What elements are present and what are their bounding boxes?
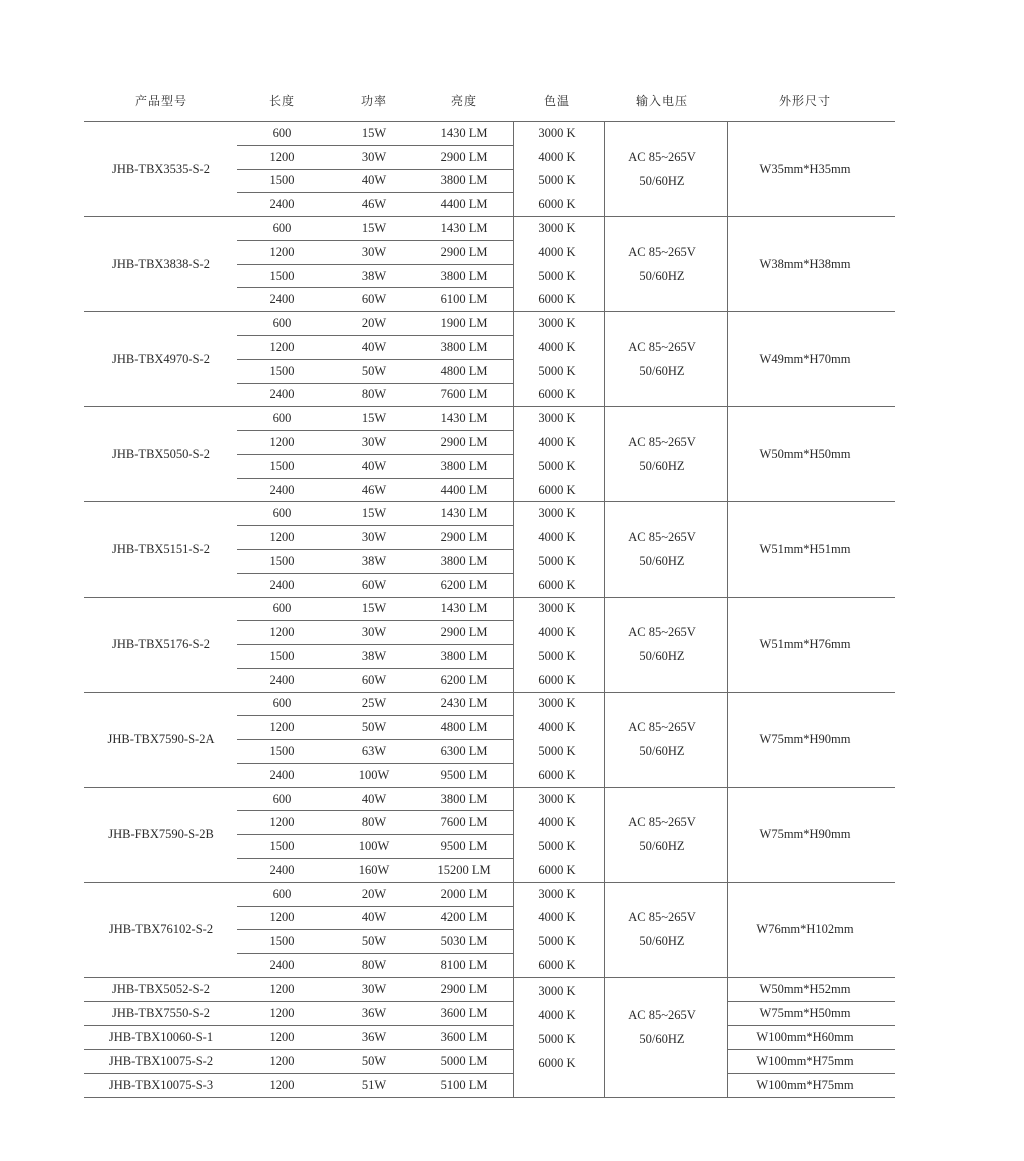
row-divider xyxy=(84,597,895,598)
brightness-cell: 7600 LM xyxy=(440,387,488,402)
length-cell: 2400 xyxy=(269,862,295,877)
row-divider xyxy=(237,929,513,930)
input-frequency: 50/60HZ xyxy=(639,553,685,568)
power-cell: 40W xyxy=(361,791,387,806)
color-temp-cell: 6000 K xyxy=(538,1055,576,1070)
power-cell: 25W xyxy=(361,696,387,711)
length-cell: 1500 xyxy=(269,648,295,663)
header-length: 长度 xyxy=(268,94,296,108)
power-cell: 60W xyxy=(361,577,387,592)
brightness-cell: 3600 LM xyxy=(440,1029,488,1044)
row-divider xyxy=(237,810,513,811)
brightness-cell: 9500 LM xyxy=(440,838,488,853)
length-cell: 1200 xyxy=(269,720,295,734)
length-cell: 600 xyxy=(272,506,292,521)
dimensions-cell: W75mm*H90mm xyxy=(759,731,851,746)
model-name: JHB-TBX76102-S-2 xyxy=(108,922,214,937)
row-divider xyxy=(84,1001,513,1002)
power-cell: 38W xyxy=(361,648,387,663)
power-cell: 50W xyxy=(361,1053,387,1068)
color-temp-cell: 4000 K xyxy=(538,339,576,354)
length-cell: 1500 xyxy=(269,743,295,758)
length-cell: 1500 xyxy=(269,268,295,283)
length-cell: 2400 xyxy=(269,957,295,972)
power-cell: 60W xyxy=(361,292,387,307)
row-divider xyxy=(237,430,513,431)
color-temp-cell: 3000 K xyxy=(538,315,576,330)
length-cell: 1200 xyxy=(269,1029,295,1044)
model-name: JHB-TBX10075-S-3 xyxy=(108,1077,214,1092)
model-name: JHB-TBX5050-S-2 xyxy=(112,446,210,461)
row-divider xyxy=(237,525,513,526)
model-name: JHB-TBX7550-S-2 xyxy=(112,1005,210,1020)
length-cell: 1200 xyxy=(269,1077,295,1092)
color-temp-cell: 3000 K xyxy=(538,220,576,235)
model-name: JHB-FBX7590-S-2B xyxy=(108,827,214,841)
column-divider xyxy=(513,121,514,1097)
power-cell: 30W xyxy=(361,149,387,164)
color-temp-cell: 4000 K xyxy=(538,149,576,164)
length-cell: 1200 xyxy=(269,339,295,354)
input-voltage: AC 85~265V xyxy=(628,1007,696,1022)
brightness-cell: 6300 LM xyxy=(440,743,488,758)
row-divider xyxy=(237,906,513,907)
brightness-cell: 5100 LM xyxy=(440,1077,488,1092)
dimensions-cell: W75mm*H90mm xyxy=(759,827,851,841)
input-voltage: AC 85~265V xyxy=(628,244,696,259)
brightness-cell: 6100 LM xyxy=(440,292,488,307)
row-divider xyxy=(727,1001,895,1002)
row-divider xyxy=(84,1025,513,1026)
length-cell: 1500 xyxy=(269,933,295,948)
model-name: JHB-TBX5151-S-2 xyxy=(112,541,210,556)
length-cell: 2400 xyxy=(269,482,295,497)
length-cell: 1200 xyxy=(269,529,295,544)
power-cell: 15W xyxy=(361,410,387,425)
power-cell: 30W xyxy=(361,434,387,449)
row-divider xyxy=(237,169,513,170)
model-name: JHB-TBX3838-S-2 xyxy=(112,256,210,271)
color-temp-cell: 5000 K xyxy=(538,363,576,378)
row-divider xyxy=(84,1049,513,1050)
row-divider xyxy=(237,763,513,764)
column-divider xyxy=(604,121,605,1097)
input-frequency: 50/60HZ xyxy=(639,173,685,188)
color-temp-cell: 3000 K xyxy=(538,506,576,521)
color-temp-cell: 3000 K xyxy=(538,983,576,998)
color-temp-cell: 3000 K xyxy=(538,696,576,711)
length-cell: 1200 xyxy=(269,244,295,259)
input-voltage: AC 85~265V xyxy=(628,624,696,639)
dimensions-cell: W50mm*H52mm xyxy=(759,981,851,996)
brightness-cell: 3800 LM xyxy=(440,553,488,568)
power-cell: 60W xyxy=(361,672,387,687)
length-cell: 2400 xyxy=(269,196,295,211)
color-temp-cell: 6000 K xyxy=(538,767,576,782)
brightness-cell: 3800 LM xyxy=(440,648,488,663)
length-cell: 1200 xyxy=(269,434,295,449)
brightness-cell: 2900 LM xyxy=(440,434,488,449)
power-cell: 20W xyxy=(361,886,387,901)
power-cell: 160W xyxy=(358,862,390,877)
row-divider xyxy=(237,383,513,384)
brightness-cell: 2900 LM xyxy=(440,981,488,996)
length-cell: 600 xyxy=(272,125,292,140)
color-temp-cell: 6000 K xyxy=(538,862,576,877)
brightness-cell: 1430 LM xyxy=(440,220,488,235)
input-voltage: AC 85~265V xyxy=(628,910,696,925)
input-frequency: 50/60HZ xyxy=(639,268,685,283)
brightness-cell: 15200 LM xyxy=(437,862,491,877)
brightness-cell: 4200 LM xyxy=(440,910,488,925)
row-divider xyxy=(237,858,513,859)
brightness-cell: 3600 LM xyxy=(440,1005,488,1020)
row-divider xyxy=(237,264,513,265)
input-frequency: 50/60HZ xyxy=(639,363,685,378)
power-cell: 15W xyxy=(361,125,387,140)
dimensions-cell: W51mm*H76mm xyxy=(759,636,851,651)
brightness-cell: 1430 LM xyxy=(440,125,488,140)
input-voltage: AC 85~265V xyxy=(628,815,696,829)
model-name: JHB-TBX10060-S-1 xyxy=(108,1029,214,1044)
model-name: JHB-TBX10075-S-2 xyxy=(108,1053,214,1068)
brightness-cell: 3800 LM xyxy=(440,268,488,283)
length-cell: 1500 xyxy=(269,838,295,853)
length-cell: 2400 xyxy=(269,387,295,402)
row-divider xyxy=(237,359,513,360)
color-temp-cell: 5000 K xyxy=(538,1031,576,1046)
row-divider xyxy=(237,715,513,716)
length-cell: 2400 xyxy=(269,577,295,592)
power-cell: 30W xyxy=(361,529,387,544)
power-cell: 63W xyxy=(361,743,387,758)
brightness-cell: 2430 LM xyxy=(440,696,488,711)
color-temp-cell: 5000 K xyxy=(538,933,576,948)
column-divider xyxy=(727,121,728,1097)
length-cell: 1500 xyxy=(269,553,295,568)
header-dimensions: 外形尺寸 xyxy=(778,94,832,108)
power-cell: 50W xyxy=(361,933,387,948)
length-cell: 600 xyxy=(272,410,292,425)
row-divider xyxy=(237,145,513,146)
input-voltage: AC 85~265V xyxy=(628,149,696,164)
input-frequency: 50/60HZ xyxy=(639,648,685,663)
brightness-cell: 9500 LM xyxy=(440,767,488,782)
color-temp-cell: 5000 K xyxy=(538,648,576,663)
brightness-cell: 4400 LM xyxy=(440,196,488,211)
brightness-cell: 7600 LM xyxy=(440,815,488,830)
power-cell: 100W xyxy=(358,838,390,853)
power-cell: 50W xyxy=(361,363,387,378)
dimensions-cell: W51mm*H51mm xyxy=(759,541,851,556)
dimensions-cell: W49mm*H70mm xyxy=(759,351,851,366)
color-temp-cell: 3000 K xyxy=(538,886,576,901)
model-name: JHB-TBX4970-S-2 xyxy=(112,351,210,366)
power-cell: 30W xyxy=(361,981,387,996)
row-divider xyxy=(237,192,513,193)
color-temp-cell: 6000 K xyxy=(538,196,576,211)
dimensions-cell: W35mm*H35mm xyxy=(759,161,851,176)
power-cell: 15W xyxy=(361,220,387,235)
color-temp-cell: 4000 K xyxy=(538,910,576,925)
model-name: JHB-TBX7590-S-2A xyxy=(107,731,215,746)
length-cell: 1200 xyxy=(269,815,295,830)
color-temp-cell: 6000 K xyxy=(538,957,576,972)
color-temp-cell: 6000 K xyxy=(538,292,576,307)
brightness-cell: 2900 LM xyxy=(440,149,488,164)
model-name: JHB-TBX5052-S-2 xyxy=(112,981,210,996)
length-cell: 600 xyxy=(272,315,292,330)
input-voltage: AC 85~265V xyxy=(628,434,696,449)
brightness-cell: 3800 LM xyxy=(440,791,488,806)
row-divider xyxy=(237,240,513,241)
brightness-cell: 5000 LM xyxy=(440,1053,488,1068)
dimensions-cell: W100mm*H75mm xyxy=(756,1053,854,1068)
brightness-cell: 1430 LM xyxy=(440,410,488,425)
color-temp-cell: 3000 K xyxy=(538,601,576,616)
header-power: 功率 xyxy=(360,94,388,108)
row-divider xyxy=(727,1073,895,1074)
color-temp-cell: 4000 K xyxy=(538,529,576,544)
brightness-cell: 2000 LM xyxy=(440,886,488,901)
color-temp-cell: 3000 K xyxy=(538,125,576,140)
row-divider xyxy=(84,1073,513,1074)
input-voltage: AC 85~265V xyxy=(628,339,696,354)
power-cell: 36W xyxy=(361,1005,387,1020)
row-divider xyxy=(237,620,513,621)
power-cell: 36W xyxy=(361,1029,387,1044)
color-temp-cell: 3000 K xyxy=(538,410,576,425)
length-cell: 2400 xyxy=(269,292,295,307)
brightness-cell: 3800 LM xyxy=(440,173,488,188)
row-divider xyxy=(84,1097,895,1098)
brightness-cell: 5030 LM xyxy=(440,933,488,948)
brightness-cell: 2900 LM xyxy=(440,624,488,639)
brightness-cell: 2900 LM xyxy=(440,244,488,259)
row-divider xyxy=(84,882,895,883)
color-temp-cell: 5000 K xyxy=(538,458,576,473)
row-divider xyxy=(237,287,513,288)
row-divider xyxy=(237,739,513,740)
color-temp-cell: 4000 K xyxy=(538,624,576,639)
power-cell: 80W xyxy=(361,957,387,972)
row-divider xyxy=(84,311,895,312)
row-divider xyxy=(84,216,895,217)
power-cell: 46W xyxy=(361,196,387,211)
length-cell: 1200 xyxy=(269,624,295,639)
power-cell: 30W xyxy=(361,244,387,259)
brightness-cell: 4800 LM xyxy=(440,363,488,378)
power-cell: 100W xyxy=(358,767,390,782)
length-cell: 1200 xyxy=(269,1053,295,1068)
input-frequency: 50/60HZ xyxy=(639,458,685,473)
dimensions-cell: W50mm*H50mm xyxy=(759,446,851,461)
dimensions-cell: W100mm*H75mm xyxy=(756,1077,854,1092)
color-temp-cell: 5000 K xyxy=(538,743,576,758)
input-frequency: 50/60HZ xyxy=(639,839,685,853)
power-cell: 50W xyxy=(361,720,387,734)
input-frequency: 50/60HZ xyxy=(639,1031,685,1046)
power-cell: 15W xyxy=(361,506,387,521)
row-divider xyxy=(84,501,895,502)
length-cell: 600 xyxy=(272,886,292,901)
color-temp-cell: 5000 K xyxy=(538,553,576,568)
row-divider xyxy=(237,644,513,645)
power-cell: 46W xyxy=(361,482,387,497)
color-temp-cell: 5000 K xyxy=(538,838,576,853)
length-cell: 1200 xyxy=(269,1005,295,1020)
brightness-cell: 3800 LM xyxy=(440,458,488,473)
row-divider xyxy=(237,834,513,835)
row-divider xyxy=(84,406,895,407)
brightness-cell: 4400 LM xyxy=(440,482,488,497)
input-frequency: 50/60HZ xyxy=(639,934,685,949)
row-divider xyxy=(237,573,513,574)
row-divider xyxy=(237,478,513,479)
header-brightness: 亮度 xyxy=(450,94,478,108)
color-temp-cell: 4000 K xyxy=(538,720,576,734)
length-cell: 1200 xyxy=(269,981,295,996)
row-divider xyxy=(237,953,513,954)
length-cell: 1500 xyxy=(269,458,295,473)
row-divider xyxy=(237,549,513,550)
row-divider xyxy=(84,977,895,978)
color-temp-cell: 4000 K xyxy=(538,815,576,830)
color-temp-cell: 6000 K xyxy=(538,482,576,497)
color-temp-cell: 6000 K xyxy=(538,387,576,402)
dimensions-cell: W100mm*H60mm xyxy=(756,1029,854,1044)
brightness-cell: 1900 LM xyxy=(440,315,488,330)
brightness-cell: 3800 LM xyxy=(440,339,488,354)
power-cell: 40W xyxy=(361,339,387,354)
color-temp-cell: 6000 K xyxy=(538,577,576,592)
power-cell: 80W xyxy=(361,815,387,830)
brightness-cell: 1430 LM xyxy=(440,601,488,616)
header-model: 产品型号 xyxy=(134,94,188,108)
power-cell: 40W xyxy=(361,458,387,473)
color-temp-cell: 4000 K xyxy=(538,434,576,449)
color-temp-cell: 4000 K xyxy=(538,244,576,259)
power-cell: 51W xyxy=(361,1077,387,1092)
power-cell: 40W xyxy=(361,910,387,925)
header-input-voltage: 输入电压 xyxy=(635,94,689,108)
length-cell: 600 xyxy=(272,696,292,711)
power-cell: 20W xyxy=(361,315,387,330)
input-voltage: AC 85~265V xyxy=(628,529,696,544)
brightness-cell: 6200 LM xyxy=(440,672,488,687)
header-color-temp: 色温 xyxy=(543,94,571,108)
length-cell: 1200 xyxy=(269,149,295,164)
length-cell: 2400 xyxy=(269,672,295,687)
power-cell: 15W xyxy=(361,601,387,616)
power-cell: 30W xyxy=(361,624,387,639)
row-divider xyxy=(237,668,513,669)
length-cell: 2400 xyxy=(269,767,295,782)
brightness-cell: 2900 LM xyxy=(440,529,488,544)
brightness-cell: 6200 LM xyxy=(440,577,488,592)
brightness-cell: 4800 LM xyxy=(440,720,488,734)
length-cell: 600 xyxy=(272,601,292,616)
dimensions-cell: W75mm*H50mm xyxy=(759,1005,851,1020)
brightness-cell: 1430 LM xyxy=(440,506,488,521)
row-divider xyxy=(237,335,513,336)
power-cell: 38W xyxy=(361,268,387,283)
color-temp-cell: 4000 K xyxy=(538,1007,576,1022)
length-cell: 1500 xyxy=(269,363,295,378)
model-name: JHB-TBX3535-S-2 xyxy=(112,161,210,176)
color-temp-cell: 6000 K xyxy=(538,672,576,687)
row-divider xyxy=(727,1025,895,1026)
length-cell: 600 xyxy=(272,220,292,235)
power-cell: 40W xyxy=(361,173,387,188)
dimensions-cell: W76mm*H102mm xyxy=(756,922,854,937)
length-cell: 1200 xyxy=(269,910,295,925)
power-cell: 80W xyxy=(361,387,387,402)
input-voltage: AC 85~265V xyxy=(628,719,696,734)
power-cell: 38W xyxy=(361,553,387,568)
color-temp-cell: 5000 K xyxy=(538,173,576,188)
length-cell: 600 xyxy=(272,791,292,806)
dimensions-cell: W38mm*H38mm xyxy=(759,256,851,271)
model-name: JHB-TBX5176-S-2 xyxy=(112,636,210,651)
brightness-cell: 8100 LM xyxy=(440,957,488,972)
color-temp-cell: 5000 K xyxy=(538,268,576,283)
row-divider xyxy=(84,121,895,122)
input-frequency: 50/60HZ xyxy=(639,743,685,758)
length-cell: 1500 xyxy=(269,173,295,188)
row-divider xyxy=(727,1049,895,1050)
color-temp-cell: 3000 K xyxy=(538,791,576,806)
row-divider xyxy=(237,454,513,455)
row-divider xyxy=(84,692,895,693)
row-divider xyxy=(84,787,895,788)
